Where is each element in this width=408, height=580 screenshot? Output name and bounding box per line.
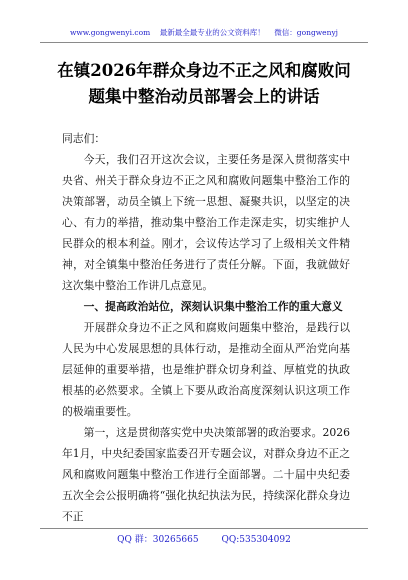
footer-qq: QQ:535304092 <box>221 535 291 545</box>
paragraph-1: 今天，我们召开这次会议，主要任务是深入贯彻落实中央省、州关于群众身边不正之风和腐败问题集中整治工作的决策部署，动员全镇上下统一思想、凝聚共识，以坚定的决心、有力的举措，推动集中整治工作走深走实，切实维护人民群众的根本利益。刚才，会议传达学习了上级相关文件精神，对全镇集中整治任务进行了责任分解。下面，我就做好这次集中整治工作讲几点意见。 <box>62 153 350 292</box>
header-wechat: 微信：gongwenyj <box>274 28 339 37</box>
section-heading-1: 一、提高政治站位，深刻认识集中整治工作的重大意义 <box>83 300 343 313</box>
header-divider <box>40 42 368 43</box>
page-footer <box>40 532 368 548</box>
document-title <box>40 58 368 110</box>
header-slogan: 最新最全最专业的公文资料库！ <box>159 28 265 37</box>
paragraph-2: 开展群众身边不正之风和腐败问题集中整治，是践行以人民为中心发展思想的具体行动，是推动全面从严治党向基层延伸的重要举措，也是维护群众切身利益、厚植党的执政根基的必然要求。全镇上下要从政治高度深刻认识这项工作的极端重要性。 <box>62 321 350 418</box>
header-site-link[interactable]: www.gongwenyi.com <box>69 28 151 37</box>
paragraph-3: 第一，这是贯彻落实党中央决策部署的政治要求。2026年1月，中央纪委国家监委召开专题会议，对群众身边不正之风和腐败问题集中整治工作进行全面部署。二十届中央纪委五次全会公报明确将“强化执纪执法为民，持续深化群众身边不正 <box>62 426 350 523</box>
salutation: 同志们： <box>62 132 106 145</box>
footer-divider <box>40 528 368 529</box>
title-line-1: 在镇2026年群众身边不正之风和腐败问 <box>57 61 351 80</box>
document-body <box>62 128 350 527</box>
page-header <box>40 26 368 40</box>
footer-qq-group: QQ 群：30265665 <box>117 535 199 545</box>
title-line-2: 题集中整治动员部署会上的讲话 <box>88 87 320 106</box>
